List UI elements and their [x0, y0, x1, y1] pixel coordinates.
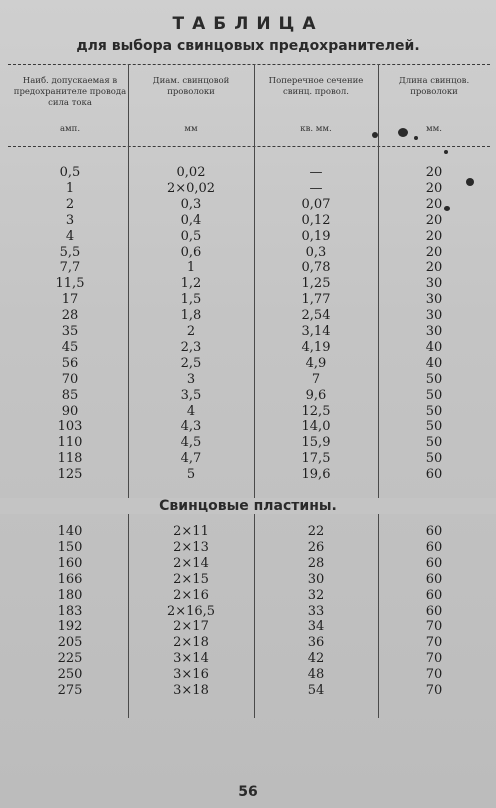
cell-cross-section: 4,19: [301, 339, 331, 355]
cell-length: 30: [425, 324, 443, 339]
table-row: [0, 355, 496, 372]
table-row: [0, 275, 496, 292]
cell-current: 192: [57, 619, 83, 635]
cell-current: 250: [57, 667, 83, 683]
cell-current: 160: [57, 555, 83, 571]
cell-diameter: 3: [186, 371, 196, 387]
cell-cross-section: 0,78: [301, 260, 331, 276]
cell-length: 60: [425, 524, 443, 539]
cell-length: 70: [425, 651, 443, 667]
cell-current: 7,7: [59, 260, 81, 276]
cell-length: 70: [425, 667, 443, 683]
table-row: [0, 682, 496, 699]
cell-length: 70: [425, 683, 443, 698]
cell-diameter: 2: [186, 324, 196, 339]
table-row: [0, 180, 496, 197]
cell-current: 125: [57, 467, 83, 483]
cell-cross-section: 17,5: [301, 451, 331, 467]
table-row: [0, 212, 496, 229]
cell-diameter: 1,5: [180, 292, 202, 308]
cell-diameter: 0,3: [180, 196, 202, 212]
cell-length: 20: [425, 228, 443, 244]
cell-diameter: 0,6: [180, 244, 202, 260]
cell-diameter: 2×16,5: [166, 603, 216, 619]
cell-current: 183: [57, 603, 83, 619]
cell-cross-section: 0,19: [301, 228, 331, 244]
unit-diameter: мм: [184, 124, 198, 134]
cell-cross-section: 34: [307, 619, 325, 635]
cell-current: 275: [57, 683, 83, 698]
ink-stain: [414, 136, 418, 140]
cell-current: 56: [61, 355, 79, 371]
cell-current: 5,5: [59, 244, 81, 260]
unit-length: мм.: [426, 124, 442, 134]
cell-cross-section: 28: [307, 555, 325, 571]
cell-diameter: 2,3: [180, 339, 202, 355]
cell-diameter: 4,7: [180, 451, 202, 467]
cell-cross-section: 42: [307, 651, 325, 667]
cell-cross-section: 1,77: [301, 292, 331, 308]
cell-diameter: 2×11: [173, 524, 209, 539]
table-row: [0, 634, 496, 651]
cell-cross-section: 3,14: [301, 324, 331, 339]
cell-diameter: 2×14: [173, 555, 209, 571]
cell-length: 20: [425, 212, 443, 228]
cell-diameter: 2×18: [173, 635, 209, 651]
cell-length: 20: [425, 260, 443, 276]
table-row: [0, 466, 496, 483]
cell-diameter: 1: [186, 260, 196, 276]
header-diameter: Диам. свинцовой проволоки: [152, 76, 230, 97]
table-row: [0, 523, 496, 540]
table-row: [0, 291, 496, 308]
cell-diameter: 1,8: [180, 308, 202, 324]
cell-length: 70: [425, 635, 443, 651]
cell-cross-section: 19,6: [301, 467, 331, 483]
cell-length: 30: [425, 292, 443, 308]
cell-length: 50: [425, 435, 443, 451]
cell-diameter: 0,02: [176, 165, 206, 180]
cell-current: 28: [61, 308, 79, 324]
cell-cross-section: 14,0: [301, 419, 331, 435]
cell-current: 2: [65, 196, 75, 212]
cell-length: 50: [425, 387, 443, 403]
cell-length: 40: [425, 355, 443, 371]
cell-length: 60: [425, 555, 443, 571]
cell-diameter: 2×0,02: [166, 180, 216, 196]
page-number: 56: [238, 784, 258, 800]
cell-cross-section: 15,9: [301, 435, 331, 451]
cell-cross-section: —: [309, 180, 323, 196]
table-row: [0, 196, 496, 213]
cell-diameter: 2,5: [180, 355, 202, 371]
cell-length: 60: [425, 587, 443, 603]
cell-diameter: 0,4: [180, 212, 202, 228]
cell-length: 60: [425, 603, 443, 619]
cell-cross-section: 32: [307, 587, 325, 603]
cell-current: 4: [65, 228, 75, 244]
cell-cross-section: 0,3: [305, 244, 327, 260]
cell-diameter: 2×17: [173, 619, 209, 635]
cell-current: 3: [65, 212, 75, 228]
cell-cross-section: 0,12: [301, 212, 331, 228]
table-row: [0, 387, 496, 404]
ink-stain: [466, 178, 474, 186]
cell-current: 118: [57, 451, 83, 467]
cell-length: 60: [425, 467, 443, 483]
cell-length: 20: [425, 165, 443, 180]
cell-length: 60: [425, 539, 443, 555]
cell-cross-section: 12,5: [301, 403, 331, 419]
cell-diameter: 4: [186, 403, 196, 419]
table-row: [0, 666, 496, 683]
table-row: [0, 259, 496, 276]
cell-length: 20: [425, 196, 443, 212]
cell-diameter: 3×16: [173, 667, 209, 683]
cell-cross-section: —: [309, 165, 323, 180]
table-row: [0, 603, 496, 620]
cell-cross-section: 4,9: [305, 355, 327, 371]
table-row: [0, 307, 496, 324]
table-row: [0, 539, 496, 556]
cell-diameter: 2×16: [173, 587, 209, 603]
cell-length: 30: [425, 308, 443, 324]
cell-cross-section: 54: [307, 683, 325, 698]
cell-length: 50: [425, 451, 443, 467]
table-row: [0, 555, 496, 572]
cell-diameter: 4,3: [180, 419, 202, 435]
cell-current: 110: [57, 435, 83, 451]
ink-stain: [444, 206, 450, 211]
unit-current: амп.: [59, 124, 81, 134]
page-title: ТАБЛИЦА: [172, 14, 324, 34]
cell-current: 85: [61, 387, 79, 403]
cell-cross-section: 26: [307, 539, 325, 555]
table-row: [0, 339, 496, 356]
cell-diameter: 3×14: [173, 651, 209, 667]
cell-current: 140: [57, 524, 83, 539]
cell-cross-section: 48: [307, 667, 325, 683]
cell-length: 50: [425, 371, 443, 387]
cell-length: 50: [425, 419, 443, 435]
cell-current: 103: [57, 419, 83, 435]
cell-diameter: 5: [186, 467, 196, 483]
cell-length: 50: [425, 403, 443, 419]
table-row: [0, 587, 496, 604]
cell-diameter: 3×18: [173, 683, 209, 698]
cell-cross-section: 1,25: [301, 276, 331, 292]
header-current: Наиб. допускаемая в предохранителе провода сила тока: [13, 76, 127, 108]
cell-cross-section: 7: [311, 371, 321, 387]
cell-diameter: 0,5: [180, 228, 202, 244]
cell-current: 150: [57, 539, 83, 555]
cell-length: 60: [425, 571, 443, 587]
ink-stain: [372, 132, 378, 138]
table-row: [0, 403, 496, 420]
unit-cross-section: кв. мм.: [300, 124, 332, 134]
cell-current: 11,5: [55, 276, 85, 292]
table-row: [0, 571, 496, 588]
table-row: [0, 323, 496, 340]
cell-current: 1: [65, 180, 75, 196]
cell-diameter: 1,2: [180, 276, 202, 292]
cell-cross-section: 36: [307, 635, 325, 651]
page-subtitle: для выбора свинцовых предохранителей.: [76, 38, 420, 54]
cell-length: 30: [425, 276, 443, 292]
table-row: [0, 650, 496, 667]
ink-stain: [444, 150, 448, 154]
plates-section-title: Свинцовые пластины.: [0, 498, 496, 514]
cell-current: 35: [61, 324, 79, 339]
header-bottom-rule: [8, 146, 490, 147]
cell-current: 180: [57, 587, 83, 603]
header-cross-section: Поперечное сечение свинц. провол.: [268, 76, 364, 97]
table-row: [0, 228, 496, 245]
table-row: [0, 371, 496, 388]
table-row: [0, 450, 496, 467]
cell-length: 40: [425, 339, 443, 355]
table-row: [0, 164, 496, 181]
cell-diameter: 2×15: [173, 571, 209, 587]
cell-current: 0,5: [59, 165, 81, 180]
ink-stain: [398, 128, 408, 137]
table-top-rule: [8, 64, 490, 65]
cell-current: 70: [61, 371, 79, 387]
header-length: Длина свинцов. проволоки: [398, 76, 470, 97]
cell-cross-section: 22: [307, 524, 325, 539]
table-row: [0, 244, 496, 261]
cell-length: 20: [425, 180, 443, 196]
cell-cross-section: 0,07: [301, 196, 331, 212]
cell-diameter: 4,5: [180, 435, 202, 451]
cell-length: 20: [425, 244, 443, 260]
cell-cross-section: 33: [307, 603, 325, 619]
cell-cross-section: 30: [307, 571, 325, 587]
table-row: [0, 618, 496, 635]
cell-current: 166: [57, 571, 83, 587]
cell-current: 17: [61, 292, 79, 308]
cell-current: 90: [61, 403, 79, 419]
cell-current: 205: [57, 635, 83, 651]
cell-current: 225: [57, 651, 83, 667]
table-row: [0, 434, 496, 451]
cell-diameter: 3,5: [180, 387, 202, 403]
cell-cross-section: 9,6: [305, 387, 327, 403]
table-row: [0, 418, 496, 435]
cell-diameter: 2×13: [173, 539, 209, 555]
cell-length: 70: [425, 619, 443, 635]
cell-current: 45: [61, 339, 79, 355]
cell-cross-section: 2,54: [301, 308, 331, 324]
